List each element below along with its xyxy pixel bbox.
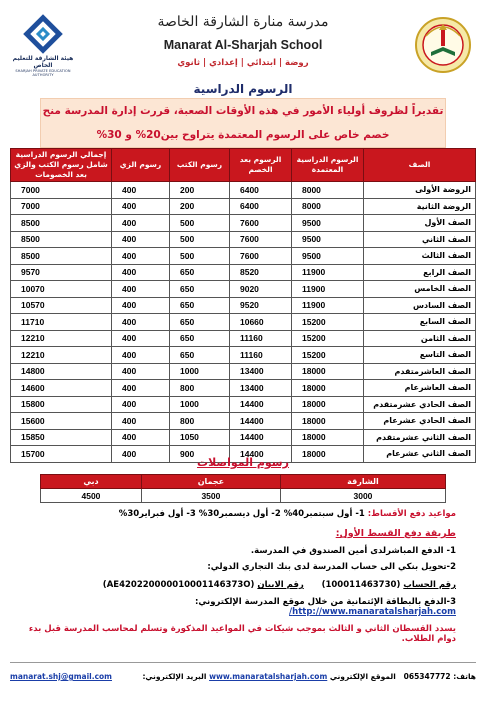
fee-cell: 400 <box>112 396 170 413</box>
installment-dates <box>46 509 456 519</box>
authority-name-ar: هيئة الشارقة للتعليم الخاص <box>12 55 74 69</box>
fee-cell: 12210 <box>11 347 112 364</box>
transport-values-row <box>41 489 446 503</box>
grade-cell: الصف السابع <box>364 314 476 331</box>
fee-cell: 650 <box>170 314 230 331</box>
grade-cell: الصف الثاني عشرمتقدم <box>364 429 476 446</box>
transport-header-row <box>41 475 446 489</box>
fee-cell: 11900 <box>292 297 364 314</box>
fee-cell: 900 <box>170 446 230 463</box>
table-row <box>11 182 476 199</box>
discount-notice <box>40 98 446 148</box>
table-row <box>11 248 476 265</box>
email-link[interactable]: manarat.shj@gmail.com <box>10 672 112 681</box>
fee-cell: 9520 <box>230 297 292 314</box>
grade-cell: الصف الرابع <box>364 264 476 281</box>
fee-cell: 400 <box>112 182 170 199</box>
fee-cell: 7600 <box>230 248 292 265</box>
authority-logo <box>12 14 74 77</box>
fee-cell: 650 <box>170 264 230 281</box>
fee-cell: 400 <box>112 363 170 380</box>
fee-cell: 1000 <box>170 363 230 380</box>
fee-cell: 400 <box>112 413 170 430</box>
grade-cell: الصف الثالث <box>364 248 476 265</box>
col-uniform-fees: رسوم الزي <box>112 149 170 182</box>
fee-cell: 11900 <box>292 264 364 281</box>
grade-cell: الصف الأول <box>364 215 476 232</box>
table-row <box>11 347 476 364</box>
fee-cell: 11900 <box>292 281 364 298</box>
fee-cell: 400 <box>112 264 170 281</box>
fee-cell: 18000 <box>292 380 364 397</box>
fee-cell: 400 <box>112 248 170 265</box>
grade-cell: الروضة الثانية <box>364 198 476 215</box>
website-link[interactable]: www.manaratalsharjah.com <box>209 672 328 681</box>
fee-cell: 18000 <box>292 446 364 463</box>
fee-cell: 9500 <box>292 215 364 232</box>
fee-cell: 400 <box>112 198 170 215</box>
transport-col-sharjah: الشارقة <box>280 475 445 489</box>
fee-cell: 200 <box>170 198 230 215</box>
table-row <box>11 413 476 430</box>
fee-cell: 8500 <box>11 231 112 248</box>
table-row <box>11 198 476 215</box>
fee-cell: 650 <box>170 281 230 298</box>
fee-cell: 400 <box>112 281 170 298</box>
fee-cell: 800 <box>170 413 230 430</box>
fee-cell: 7000 <box>11 198 112 215</box>
bank-details <box>26 580 456 590</box>
grade-cell: الصف الثاني عشرعام <box>364 446 476 463</box>
table-row <box>11 264 476 281</box>
table-row <box>11 429 476 446</box>
page-title: الرسوم الدراسية <box>193 82 293 96</box>
col-discounted-fees: الرسوم بعد الخصم <box>230 149 292 182</box>
footer <box>10 672 476 681</box>
fee-cell: 9500 <box>292 248 364 265</box>
grade-cell: الصف الحادي عشرمتقدم <box>364 396 476 413</box>
notice-line-1: تقديراً لظروف أولياء الأمور في هذه الأوقات الصعبة، قررت إدارة المدرسة منح <box>42 105 444 117</box>
fee-cell: 18000 <box>292 413 364 430</box>
grade-cell: الصف التاسع <box>364 347 476 364</box>
fee-cell: 500 <box>170 231 230 248</box>
school-crest-icon <box>414 16 472 74</box>
fee-cell: 200 <box>170 182 230 199</box>
fee-cell: 8500 <box>11 215 112 232</box>
account-label: رقم الحساب <box>403 580 456 590</box>
col-grade: الصف <box>364 149 476 182</box>
col-total-fees: إجمالي الرسوم الدراسية شامل رسوم الكتب والزي بعد الخصومات <box>11 149 112 182</box>
fee-cell: 400 <box>112 446 170 463</box>
installment-label: مواعيد دفع الأقساط: <box>367 509 456 519</box>
fee-cell: 10070 <box>11 281 112 298</box>
fee-cell: 8500 <box>11 248 112 265</box>
fee-cell: 650 <box>170 347 230 364</box>
grade-cell: الصف الثامن <box>364 330 476 347</box>
fee-cell: 13400 <box>230 380 292 397</box>
transport-table <box>40 474 446 503</box>
fee-cell: 1000 <box>170 396 230 413</box>
transport-col-ajman: عجمان <box>141 475 280 489</box>
website-label: الموقع الإلكتروني <box>329 672 396 681</box>
grade-cell: الصف الخامس <box>364 281 476 298</box>
iban-value: (AE420220000010001146373O) <box>102 580 255 590</box>
fee-cell: 1050 <box>170 429 230 446</box>
fee-cell: 10660 <box>230 314 292 331</box>
fee-cell: 14400 <box>230 429 292 446</box>
payment-method-cash: 1- الدفع المباشرلدى أمين الصندوق في المدرسة. <box>250 546 456 556</box>
fee-cell: 7000 <box>11 182 112 199</box>
fee-cell: 13400 <box>230 363 292 380</box>
school-name-ar: مدرسة منارة الشارقة الخاصة <box>157 14 329 30</box>
grade-cell: الصف السادس <box>364 297 476 314</box>
fee-cell: 7600 <box>230 231 292 248</box>
phone-label: هاتف: <box>453 672 476 681</box>
fee-cell: 400 <box>112 347 170 364</box>
payment-title: طريقة دفع القسط الأول: <box>335 528 456 539</box>
card-payment-text: 3-الدفع بالبطاقة الإئتمانية من خلال موقع المدرسة الإلكتروني: <box>195 597 456 607</box>
fee-cell: 14800 <box>11 363 112 380</box>
transport-title: رسوم المواصلات <box>197 456 289 469</box>
fee-cell: 18000 <box>292 396 364 413</box>
email-label: البريد الإلكتروني: <box>142 672 207 681</box>
fee-cell: 15850 <box>11 429 112 446</box>
grade-cell: الصف العاشرمتقدم <box>364 363 476 380</box>
fees-table <box>10 148 476 463</box>
phone-number: 065347772 <box>403 672 451 681</box>
fees-header-row <box>11 149 476 182</box>
transport-sharjah-fee: 3000 <box>280 489 445 503</box>
fee-cell: 15200 <box>292 330 364 347</box>
fee-cell: 400 <box>112 380 170 397</box>
fee-cell: 400 <box>112 231 170 248</box>
table-row <box>11 215 476 232</box>
authority-name-en: SHARJAH PRIVATE EDUCATION AUTHORITY <box>15 69 71 77</box>
fee-cell: 400 <box>112 330 170 347</box>
transport-col-dubai: دبي <box>41 475 142 489</box>
grade-cell: الروضة الأولى <box>364 182 476 199</box>
fee-cell: 400 <box>112 215 170 232</box>
transport-ajman-fee: 3500 <box>141 489 280 503</box>
table-row <box>11 380 476 397</box>
fee-cell: 11160 <box>230 330 292 347</box>
table-row <box>11 281 476 298</box>
fee-cell: 14400 <box>230 446 292 463</box>
footer-divider <box>10 662 476 663</box>
fee-cell: 12210 <box>11 330 112 347</box>
fee-cell: 7600 <box>230 215 292 232</box>
fee-cell: 18000 <box>292 363 364 380</box>
fee-cell: 15800 <box>11 396 112 413</box>
table-row <box>11 330 476 347</box>
fee-cell: 11710 <box>11 314 112 331</box>
fee-cell: 500 <box>170 248 230 265</box>
fee-cell: 400 <box>112 429 170 446</box>
fee-cell: 6400 <box>230 198 292 215</box>
letterhead <box>0 0 486 80</box>
fee-cell: 400 <box>112 297 170 314</box>
grade-cell: الصف الحادي عشرعام <box>364 413 476 430</box>
fee-cell: 8000 <box>292 198 364 215</box>
fee-cell: 9020 <box>230 281 292 298</box>
fee-cell: 15200 <box>292 314 364 331</box>
table-row <box>11 396 476 413</box>
installment-text: 1- أول سبتمبر40% 2- أول ديسمبر30% 3- أول فبراير30% <box>118 509 365 519</box>
school-stages: روضة | ابتدائي | إعدادي | ثانوي <box>177 58 309 68</box>
fee-cell: 8520 <box>230 264 292 281</box>
fee-cell: 14400 <box>230 413 292 430</box>
payment-method-transfer: 2-تحويل بنكي الى حساب المدرسة لدى بنك التجاري الدولي: <box>207 562 456 572</box>
iban-label: رقم الايبان <box>257 580 304 590</box>
transport-dubai-fee: 4500 <box>41 489 142 503</box>
fee-cell: 800 <box>170 380 230 397</box>
fee-cell: 14400 <box>230 396 292 413</box>
school-name-en: Manarat Al-Sharjah School <box>163 38 323 52</box>
fee-cell: 15600 <box>11 413 112 430</box>
fee-cell: 650 <box>170 297 230 314</box>
table-row <box>11 363 476 380</box>
col-approved-fees: الرسوم الدراسية المعتمدة <box>292 149 364 182</box>
table-row <box>11 297 476 314</box>
table-row <box>11 314 476 331</box>
authority-logo-icon <box>23 14 63 54</box>
fee-cell: 6400 <box>230 182 292 199</box>
fee-cell: 500 <box>170 215 230 232</box>
card-payment-link[interactable]: http://www.manaratalsharjah.com/ <box>289 607 456 617</box>
fee-cell: 14600 <box>11 380 112 397</box>
fee-cell: 400 <box>112 314 170 331</box>
fee-cell: 650 <box>170 330 230 347</box>
fee-cell: 15200 <box>292 347 364 364</box>
col-book-fees: رسوم الكتب <box>170 149 230 182</box>
payment-method-card <box>26 597 456 617</box>
table-row <box>11 231 476 248</box>
school-logo <box>414 16 472 74</box>
fee-cell: 11160 <box>230 347 292 364</box>
cheque-note: يسدد القسطان الثاني و الثالث بموجب شيكات في المواعيد المذكورة وتسلم لمحاسب المدرسة قبل بدء دوام الطلاب. <box>28 624 456 644</box>
fee-cell: 9570 <box>11 264 112 281</box>
grade-cell: الصف الثاني <box>364 231 476 248</box>
notice-line-2: خصم خاص على الرسوم المعتمدة يتراوح بين20% و 30% <box>96 129 390 141</box>
fee-cell: 8000 <box>292 182 364 199</box>
fee-cell: 10570 <box>11 297 112 314</box>
grade-cell: الصف العاشرعام <box>364 380 476 397</box>
fee-cell: 9500 <box>292 231 364 248</box>
account-number: (100011463730) <box>321 580 401 590</box>
fee-cell: 18000 <box>292 429 364 446</box>
fee-cell: 15700 <box>11 446 112 463</box>
